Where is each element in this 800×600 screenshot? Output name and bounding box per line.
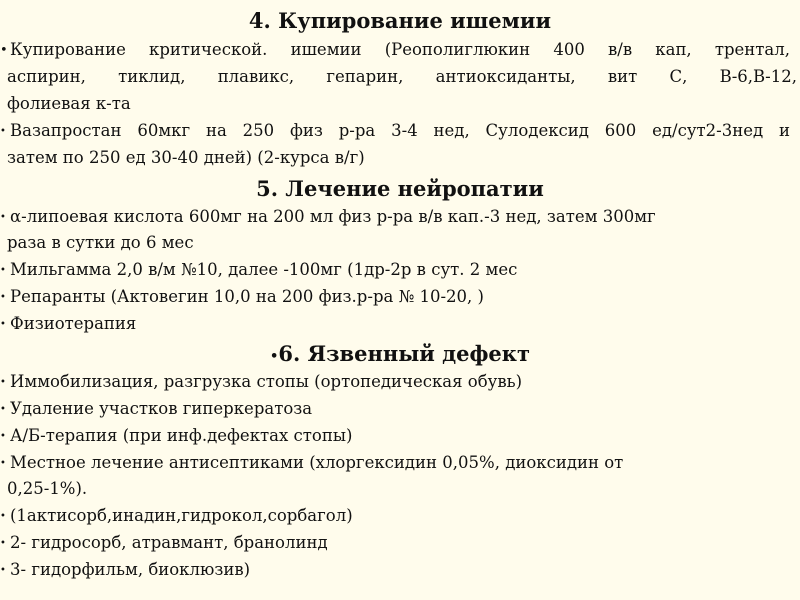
bullet: • (0, 265, 6, 276)
s6-bullet-4-line-2: 0,25-1%). (7, 479, 88, 498)
s4-bullet-1-line-2: аспирин, тиклид, плавикс, гепарин, антиоксиданты, вит С, В-6,В-12, (7, 67, 797, 86)
s6-bullet-4-line-1: • Местное лечение антисептиками (хлоргексидин 0,05%, диоксидин от (0, 451, 790, 476)
s6-bullet-6: • 2- гидросорб, атравмант, бранолинд (0, 531, 790, 556)
s5-bullet-1-line-2: раза в сутки до 6 мес (7, 233, 194, 252)
bullet: • (0, 377, 6, 388)
s4-bullet-1-line-3: фолиевая к-та (7, 94, 131, 113)
s4-bullet-2-line-2: затем по 250 ед 30-40 дней) (2-курса в/г) (7, 148, 365, 167)
bullet: • (270, 349, 279, 364)
bullet: • (0, 538, 6, 549)
section-6-title: •6. Язвенный дефект (270, 341, 530, 366)
bullet: • (0, 126, 6, 137)
section-4-title: 4. Купирование ишемии (248, 8, 552, 33)
section-5-title: 5. Лечение нейропатии (256, 176, 544, 201)
bullet: • (0, 404, 6, 415)
s4-bullet-2-line-1: • Вазапростан 60мкг на 250 физ р-ра 3-4 нед, Сулодексид 600 ед/сут2-3нед и (0, 119, 790, 144)
bullet: • (0, 511, 6, 522)
bullet: • (0, 292, 6, 303)
s4-bullet-1-line-1: • Купирование критической. ишемии (Реополиглюкин 400 в/в кап, трентал, (0, 38, 790, 63)
bullet: • (0, 458, 6, 469)
bullet: • (0, 431, 6, 442)
s6-bullet-7: • 3- гидорфильм, биоклюзив) (0, 558, 790, 583)
bullet: • (0, 43, 8, 58)
s6-bullet-2: • Удаление участков гиперкератоза (0, 397, 790, 422)
s5-bullet-1-line-1: • α-липоевая кислота 600мг на 200 мл физ р-ра в/в кап.-3 нед, затем 300мг (0, 205, 790, 230)
s5-bullet-4: • Физиотерапия (0, 312, 790, 337)
bullet: • (0, 319, 6, 330)
s6-bullet-5: • (1актисорб,инадин,гидрокол,сорбагол) (0, 504, 790, 529)
bullet: • (0, 565, 6, 576)
bullet: • (0, 212, 6, 223)
s6-bullet-3: • А/Б-терапия (при инф.дефектах стопы) (0, 424, 790, 449)
s6-bullet-1: • Иммобилизация, разгрузка стопы (ортопедическая обувь) (0, 370, 790, 395)
s5-bullet-3: • Репаранты (Актовегин 10,0 на 200 физ.р-ра № 10-20, ) (0, 285, 790, 310)
s5-bullet-2: • Мильгамма 2,0 в/м №10, далее -100мг (1др-2р в сут. 2 мес (0, 258, 790, 283)
